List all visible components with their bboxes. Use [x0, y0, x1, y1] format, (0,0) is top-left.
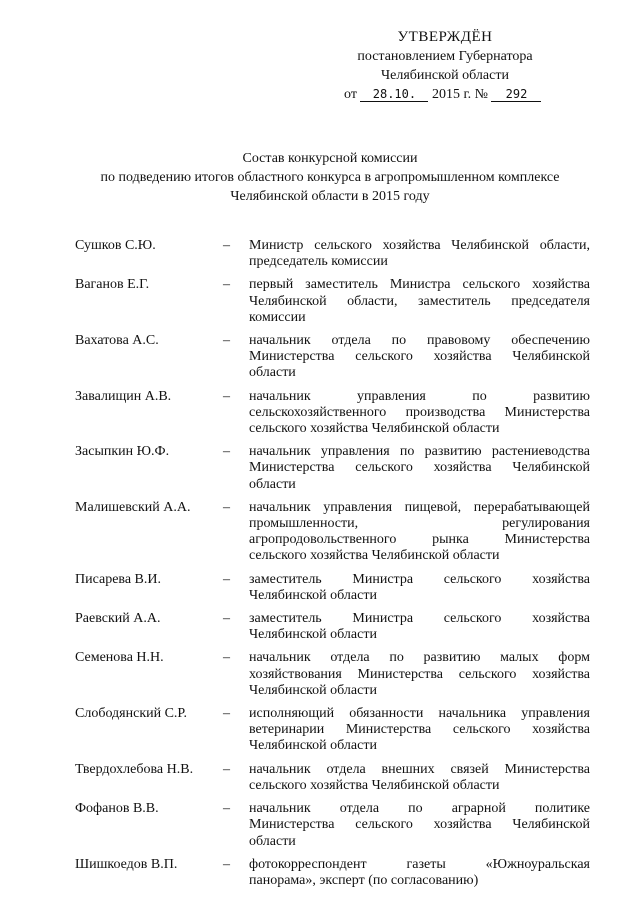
approval-date-line	[330, 85, 560, 104]
approval-year: 2015 г. №	[431, 87, 488, 102]
member-role-line: Министерства сельского хозяйства Челябинской	[249, 349, 590, 365]
member-role	[249, 572, 590, 604]
member-role-line: начальник отдела по правовому обеспечению	[249, 333, 590, 349]
member-name: Слободянский С.Р.	[75, 706, 187, 722]
member-name: Семенова Н.Н.	[75, 650, 164, 666]
member-role-line: Министерства сельского хозяйства Челябинской	[249, 460, 590, 476]
member-row	[75, 444, 590, 493]
approval-heading: УТВЕРЖДЁН	[397, 29, 493, 45]
member-role-line: первый заместитель Министра сельского хозяйства	[249, 277, 590, 293]
member-name: Малишевский А.А.	[75, 499, 191, 515]
document-title	[40, 149, 620, 206]
member-row	[75, 611, 590, 643]
member-row	[75, 762, 590, 794]
member-row	[75, 389, 590, 438]
member-dash: –	[223, 444, 230, 460]
member-role-line: сельского хозяйства Челябинской области	[249, 421, 500, 437]
member-role-line: председатель комиссии	[249, 254, 388, 270]
member-role	[249, 706, 590, 755]
member-role-line: Министр сельского хозяйства Челябинской области,	[249, 238, 590, 253]
member-role-line: комиссии	[249, 309, 306, 325]
member-role-line: фотокорреспондент газеты «Южноуральская	[249, 856, 590, 872]
member-role-line: начальник управления пищевой, перерабатывающей	[249, 499, 590, 515]
member-name: Писарева В.И.	[75, 571, 162, 587]
member-row	[75, 572, 590, 604]
member-role-line: начальник отдела внешних связей Министерства	[249, 761, 590, 777]
member-name: Раевский А.А.	[75, 611, 161, 627]
member-role	[249, 333, 590, 382]
member-name: Шишкоедов В.П.	[75, 856, 178, 872]
member-role-line: сельского хозяйства Челябинской области	[249, 777, 500, 793]
approval-line-1: постановлением Губернатора	[357, 49, 533, 64]
member-dash: –	[223, 706, 230, 722]
member-dash: –	[223, 761, 230, 777]
member-dash: –	[223, 571, 230, 587]
members-list	[75, 238, 590, 896]
member-role-line: начальник управления по развитию растениеводства	[249, 444, 590, 460]
member-role-line: начальник управления по развитию	[249, 388, 590, 404]
approval-number: 292	[491, 87, 541, 102]
member-dash: –	[223, 499, 230, 515]
member-role-line: агропродовольственного рынка Министерства	[249, 532, 590, 548]
approval-block	[330, 28, 560, 104]
member-role-line: Челябинской области	[249, 587, 377, 603]
member-role-line: начальник отдела по аграрной политике	[249, 801, 590, 817]
approval-line-2: Челябинской области	[381, 68, 509, 83]
member-dash: –	[223, 611, 230, 627]
member-name: Твердохлебова Н.В.	[75, 761, 194, 777]
member-role	[249, 611, 590, 643]
member-role	[249, 444, 590, 493]
member-name: Сушков С.Ю.	[75, 238, 156, 253]
member-dash: –	[223, 333, 230, 349]
member-role-line: заместитель Министра сельского хозяйства	[249, 611, 590, 627]
member-role	[249, 238, 590, 270]
member-name: Фофанов В.В.	[75, 801, 159, 817]
member-role-line: Челябинской области	[249, 738, 377, 754]
title-line-2: по подведению итогов областного конкурса в агропромышленном комплексе	[100, 170, 560, 185]
member-row	[75, 650, 590, 699]
member-dash: –	[223, 856, 230, 872]
member-role-line: сельского хозяйства Челябинской области	[249, 548, 500, 564]
member-role-line: области	[249, 833, 296, 849]
member-role-line: области	[249, 365, 296, 381]
member-dash: –	[223, 238, 230, 253]
approval-prefix: от	[344, 87, 357, 102]
member-row	[75, 500, 590, 565]
member-role-line: промышленности, регулирования	[249, 516, 590, 532]
member-role	[249, 389, 590, 438]
member-role	[249, 801, 590, 850]
member-dash: –	[223, 650, 230, 666]
member-role-line: ветеринарии Министерства сельского хозяйства	[249, 722, 590, 738]
member-role-line: исполняющий обязанности начальника управления	[249, 706, 590, 722]
member-role-line: Челябинской области, заместитель председателя	[249, 293, 590, 309]
member-role-line: хозяйствования Министерства сельского хозяйства	[249, 666, 590, 682]
member-name: Вахатова А.С.	[75, 333, 159, 349]
member-role-line: заместитель Министра сельского хозяйства	[249, 571, 590, 587]
member-row	[75, 277, 590, 326]
member-role-line: области	[249, 476, 296, 492]
member-dash: –	[223, 277, 230, 293]
member-role-line: сельскохозяйственного производства Министерства	[249, 404, 590, 420]
member-name: Ваганов Е.Г.	[75, 277, 150, 293]
member-row	[75, 333, 590, 382]
member-role-line: Челябинской области	[249, 682, 377, 698]
member-dash: –	[223, 388, 230, 404]
member-role	[249, 857, 590, 889]
member-row	[75, 238, 590, 270]
member-role-line: начальник отдела по развитию малых форм	[249, 650, 590, 666]
member-row	[75, 857, 590, 889]
member-role-line: панорама», эксперт (по согласованию)	[249, 872, 479, 888]
approval-date: 28.10.	[360, 87, 428, 102]
member-role	[249, 650, 590, 699]
member-dash: –	[223, 801, 230, 817]
member-row	[75, 801, 590, 850]
member-role	[249, 277, 590, 326]
title-line-1: Состав конкурсной комиссии	[242, 151, 418, 166]
member-row	[75, 706, 590, 755]
title-line-3: Челябинской области в 2015 году	[230, 189, 430, 204]
member-role	[249, 500, 590, 565]
member-name: Завалищин А.В.	[75, 388, 172, 404]
member-role-line: Министерства сельского хозяйства Челябинской	[249, 817, 590, 833]
member-role-line: Челябинской области	[249, 627, 377, 643]
member-role	[249, 762, 590, 794]
member-name: Засыпкин Ю.Ф.	[75, 444, 170, 460]
